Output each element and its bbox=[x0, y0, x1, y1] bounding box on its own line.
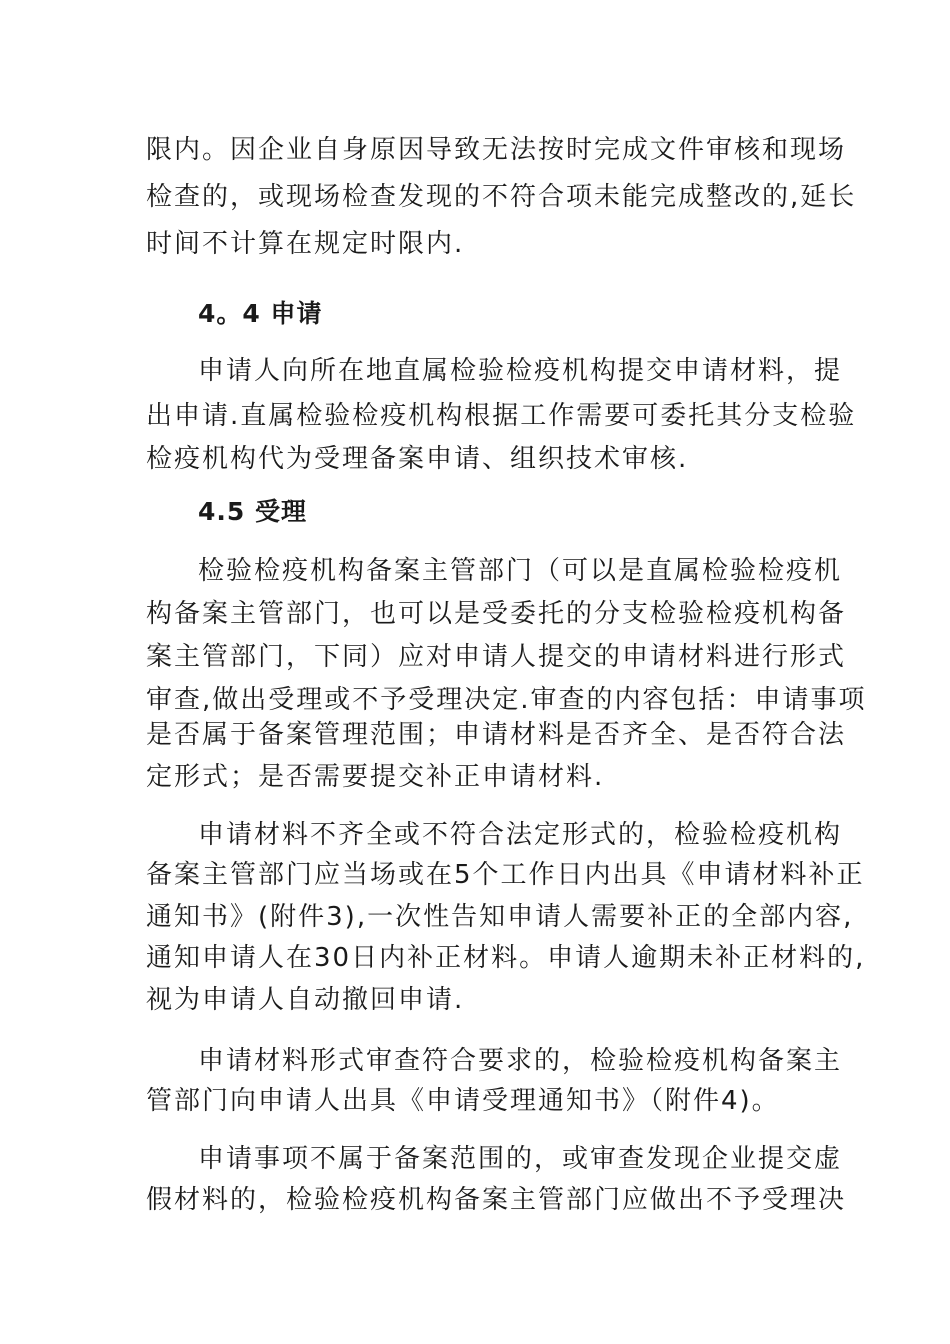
text-line: 申请材料形式审查符合要求的，检验检疫机构备案主 bbox=[198, 1046, 843, 1076]
text-line: 备案主管部门应当场或在5个工作日内出具《申请材料补正 bbox=[146, 860, 865, 890]
text-line: 检疫机构代为受理备案申请、组织技术审核. bbox=[146, 444, 689, 474]
text-line: 申请人向所在地直属检验检疫机构提交申请材料，提 bbox=[198, 356, 843, 386]
text-line: 通知书》(附件3),一次性告知申请人需要补正的全部内容, bbox=[146, 902, 854, 932]
text-line: 定形式；是否需要提交补正申请材料. bbox=[146, 762, 605, 792]
text-line: 构备案主管部门，也可以是受委托的分支检验检疫机构备 bbox=[146, 599, 847, 629]
text-line: 通知申请人在30日内补正材料。申请人逾期未补正材料的, bbox=[146, 943, 866, 973]
text-line: 申请事项不属于备案范围的，或审查发现企业提交虚 bbox=[198, 1144, 843, 1174]
text-line: 是否属于备案管理范围；申请材料是否齐全、是否符合法 bbox=[146, 720, 847, 750]
text-line: 检查的，或现场检查发现的不符合项未能完成整改的,延长 bbox=[146, 182, 857, 212]
text-line: 时间不计算在规定时限内. bbox=[146, 229, 465, 259]
text-line: 视为申请人自动撤回申请. bbox=[146, 985, 465, 1015]
text-line: 管部门向申请人出具《申请受理通知书》（附件4)。 bbox=[146, 1086, 780, 1116]
section-heading: 4。4 申请 bbox=[198, 299, 323, 328]
section-heading: 4.5 受理 bbox=[198, 497, 307, 526]
text-line: 出申请.直属检验检疫机构根据工作需要可委托其分支检验 bbox=[146, 401, 857, 431]
text-line: 假材料的，检验检疫机构备案主管部门应做出不予受理决 bbox=[146, 1185, 847, 1215]
text-line: 限内。因企业自身原因导致无法按时完成文件审核和现场 bbox=[146, 135, 847, 165]
text-line: 审查,做出受理或不予受理决定.审查的内容包括：申请事项 bbox=[146, 685, 867, 715]
text-line: 检验检疫机构备案主管部门（可以是直属检验检疫机 bbox=[198, 556, 843, 586]
text-line: 申请材料不齐全或不符合法定形式的，检验检疫机构 bbox=[198, 820, 843, 850]
text-line: 案主管部门，下同）应对申请人提交的申请材料进行形式 bbox=[146, 642, 847, 672]
